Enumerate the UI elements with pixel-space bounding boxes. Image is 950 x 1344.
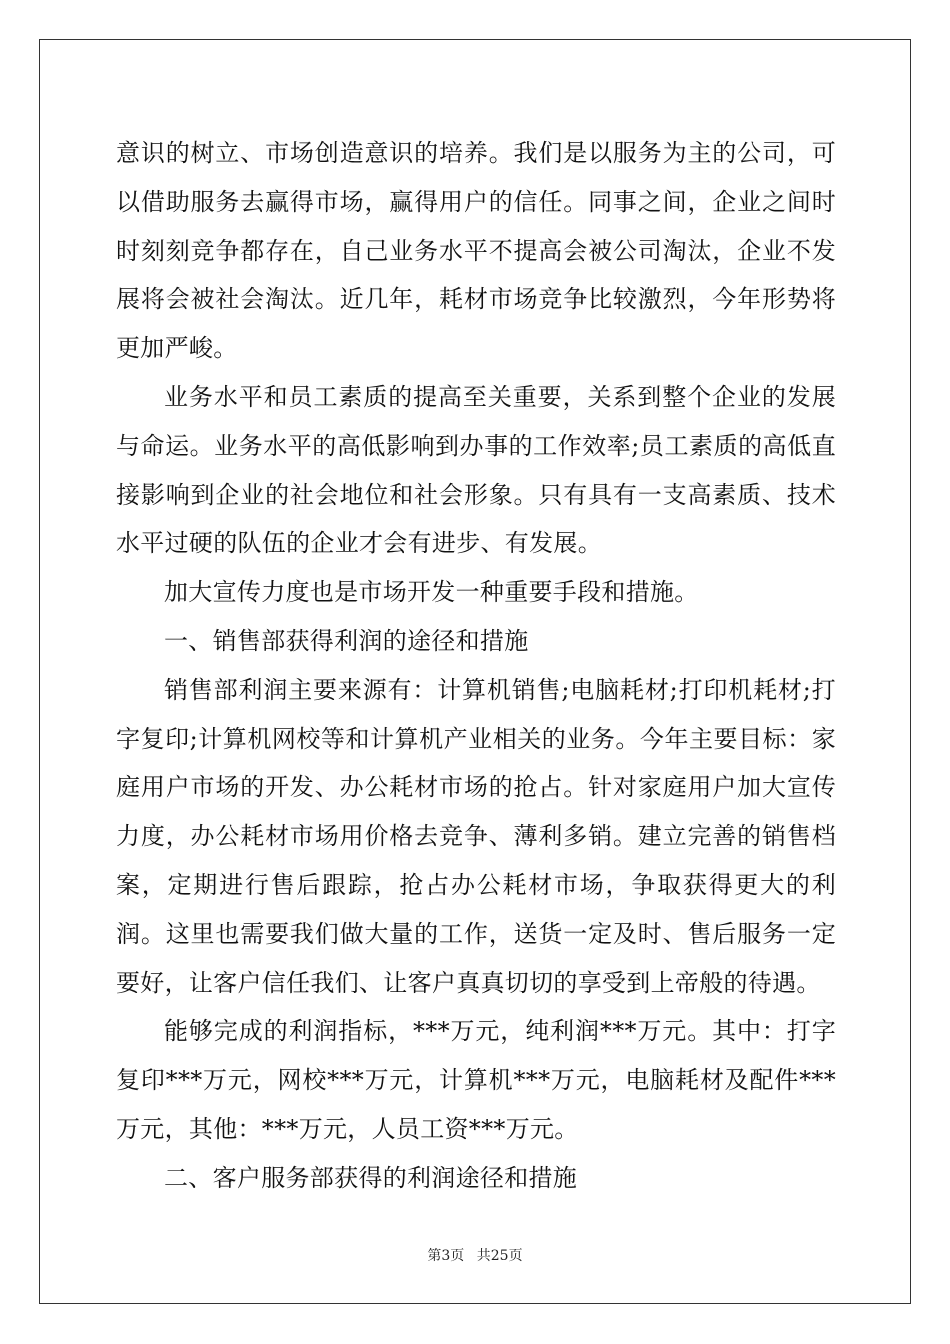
section-heading-sales: 一、销售部获得利润的途径和措施 [164,626,529,655]
document-body [116,129,836,1203]
paragraph-continuation: 意识的树立、市场创造意识的培养。我们是以服务为主的公司，可以借助服务去赢得市场，赢得用户的信任。同事之间，企业之间时时刻刻竞争都存在，自己业务水平不提高会被公司淘汰，企业不发展将会被社会淘汰。近几年，耗材市场竞争比较激烈，今年形势将更加严峻。 [116,139,836,363]
page-number: 第3页 [427,1248,465,1264]
page-total: 共25页 [476,1248,523,1264]
paragraph-profit-targets: 能够完成的利润指标，***万元，纯利润***万元。其中：打字复印***万元，网校***万元，计算机***万元，电脑耗材及配件***万元，其他：***万元，人员工资***万元。 [116,1017,836,1143]
page-footer [0,1246,950,1266]
paragraph-quality: 业务水平和员工素质的提高至关重要，关系到整个企业的发展与命运。业务水平的高低影响到办事的工作效率;员工素质的高低直接影响到企业的社会地位和社会形象。只有具有一支高素质、技术水平过硬的队伍的企业才会有进步、有发展。 [116,382,836,558]
paragraph-publicity: 加大宣传力度也是市场开发一种重要手段和措施。 [164,578,699,607]
paragraph-sales-sources: 销售部利润主要来源有：计算机销售;电脑耗材;打印机耗材;打字复印;计算机网校等和计算机产业相关的业务。今年主要目标：家庭用户市场的开发、办公耗材市场的抢占。针对家庭用户加大宣传力度，办公耗材市场用价格去竞争、薄利多销。建立完善的销售档案，定期进行售后跟踪，抢占办公耗材市场，争取获得更大的利润。这里也需要我们做大量的工作，送货一定及时、售后服务一定要好，让客户信任我们、让客户真真切切的享受到上帝般的待遇。 [116,675,836,997]
section-heading-customer-service: 二、客户服务部获得的利润途径和措施 [164,1163,578,1192]
